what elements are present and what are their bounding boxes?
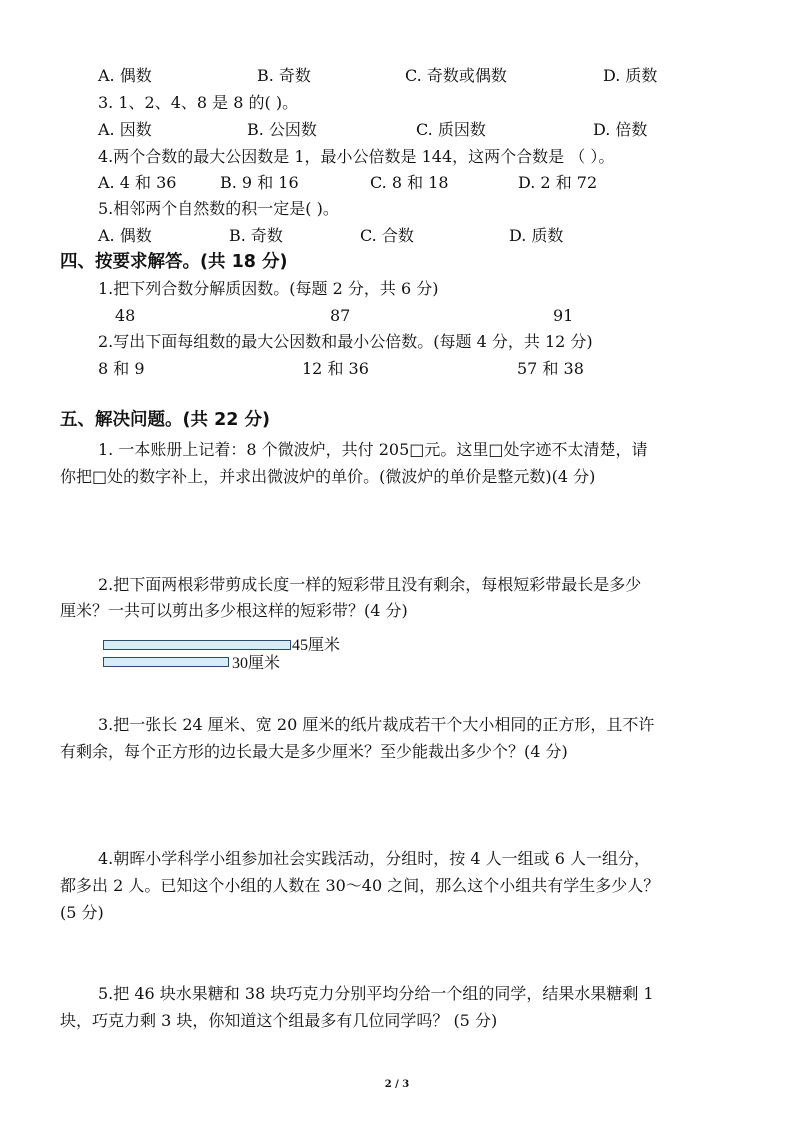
q4-option-a: A. 4 和 36 (98, 173, 177, 192)
q5-option-d: D. 质数 (509, 226, 564, 245)
q5-stem: 5.相邻两个自然数的积一定是( )。 (98, 199, 339, 218)
s4-q1-number: 87 (330, 306, 351, 325)
q3-option-d: D. 倍数 (593, 120, 648, 139)
section4-heading: 四、按要求解答。(共 18 分) (60, 252, 288, 272)
s5-p2-line2: 厘米？一共可以剪出多少根这样的短彩带？(4 分) (60, 601, 408, 620)
q3-option-b: B. 公因数 (247, 120, 317, 139)
s4-q2-stem: 2.写出下面每组数的最大公因数和最小公倍数。(每题 4 分，共 12 分) (98, 332, 593, 351)
q3-stem: 3. 1、2、4、8 是 8 的( )。 (98, 93, 299, 112)
q4-option-c: C. 8 和 18 (370, 173, 449, 192)
s4-q2-group: 57 和 38 (517, 359, 584, 378)
q5-option-a: A. 偶数 (98, 226, 152, 245)
q2-option-c: C. 奇数或偶数 (405, 66, 507, 85)
s5-p5-line2: 块，巧克力剩 3 块，你知道这个组最多有几位同学吗？ (5 分) (60, 1011, 498, 1030)
s5-p3-line2: 有剩余，每个正方形的边长最大是多少厘米？至少能裁出多少个？(4 分) (60, 742, 568, 761)
s5-p1-line1: 1. 一本账册上记着：8 个微波炉，共付 205□元。这里□处字迹不太清楚，请 (98, 440, 648, 459)
q3-option-a: A. 因数 (98, 120, 152, 139)
page-number: 2 / 3 (384, 1079, 410, 1090)
q2-option-d: D. 质数 (603, 66, 658, 85)
q5-option-c: C. 合数 (360, 226, 414, 245)
q4-stem: 4.两个合数的最大公因数是 1，最小公倍数是 144，这两个合数是 （ ）。 (98, 147, 615, 166)
s4-q1-number: 48 (115, 306, 136, 325)
ribbon-45-label: 45厘米 (292, 637, 341, 654)
s5-p3-line1: 3.把一张长 24 厘米、宽 20 厘米的纸片裁成若干个大小相同的正方形，且不许 (98, 715, 655, 734)
s5-p5-line1: 5.把 46 块水果糖和 38 块巧克力分别平均分给一个组的同学，结果水果糖剩 1 (98, 984, 654, 1003)
s4-q1-stem: 1.把下列合数分解质因数。(每题 2 分，共 6 分) (98, 279, 439, 298)
s5-p1-line2: 你把□处的数字补上，并求出微波炉的单价。(微波炉的单价是整元数)(4 分) (60, 467, 596, 486)
s5-p4-line1: 4.朝晖小学科学小组参加社会实践活动，分组时，按 4 人一组或 6 人一组分， (98, 849, 650, 868)
q4-option-b: B. 9 和 16 (220, 173, 299, 192)
q3-option-c: C. 质因数 (416, 120, 486, 139)
s5-p4-line3: (5 分) (60, 903, 104, 922)
s4-q2-group: 12 和 36 (302, 359, 369, 378)
q4-option-d: D. 2 和 72 (518, 173, 598, 192)
s4-q2-group: 8 和 9 (98, 359, 145, 378)
s5-p4-line2: 都多出 2 人。已知这个小组的人数在 30～40 之间，那么这个小组共有学生多少人？ (60, 876, 660, 895)
s5-p2-line1: 2.把下面两根彩带剪成长度一样的短彩带且没有剩余，每根短彩带最长是多少 (98, 575, 642, 594)
ribbon-45 (103, 640, 291, 650)
q2-option-b: B. 奇数 (257, 66, 311, 85)
s4-q1-number: 91 (553, 306, 574, 325)
ribbon-30 (103, 657, 229, 667)
section5-heading: 五、解决问题。(共 22 分) (60, 410, 271, 430)
ribbon-30-label: 30厘米 (232, 655, 281, 672)
q5-option-b: B. 奇数 (229, 226, 283, 245)
q2-option-a: A. 偶数 (98, 66, 152, 85)
